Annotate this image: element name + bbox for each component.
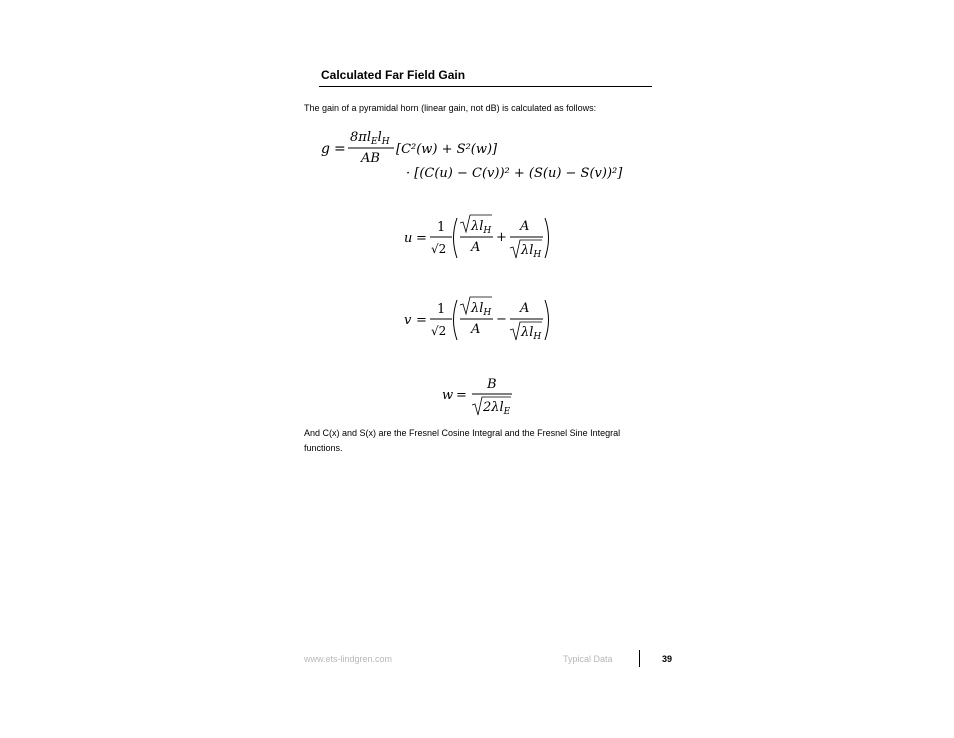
v-left-paren (454, 300, 458, 340)
v-root-sub-2: H (533, 332, 542, 342)
g-numerator-l: l (377, 130, 382, 145)
u-left-paren (454, 218, 458, 258)
w-equation (438, 372, 528, 422)
page-title: Calculated Far Field Gain (321, 68, 466, 82)
u-right-paren (545, 218, 549, 258)
footer-divider (639, 650, 640, 667)
svg-text:8πlElH (350, 130, 390, 147)
v-root-inner: λl (471, 301, 484, 316)
v-root-sub: H (483, 308, 492, 318)
w-lhs: w (442, 388, 454, 403)
u-root-inner: λl (471, 219, 484, 234)
u-lhs: u (404, 231, 413, 246)
svg-text:λlH (470, 219, 491, 236)
v-equation (400, 294, 560, 346)
g-denominator: AB (361, 151, 380, 166)
v-root-inner-2: λl (521, 325, 534, 340)
v-frac-den: √2 (431, 324, 447, 338)
w-den-inner: 2λl (483, 400, 504, 415)
v-operator: − (496, 312, 507, 327)
u-a-num: A (520, 219, 530, 234)
svg-text:2λlE (482, 400, 511, 417)
u-operator: + (496, 230, 507, 245)
v-a-num: A (520, 301, 530, 316)
page-number: 39 (662, 654, 673, 664)
u-frac-den: √2 (431, 242, 447, 256)
footer-section: Typical Data (563, 654, 613, 664)
closing-paragraph: And C(x) and S(x) are the Fresnel Cosine Integral and the Fresnel Sine Integral functions. (304, 428, 621, 453)
intro-paragraph: The gain of a pyramidal horn (linear gain, not dB) is calculated as follows: (304, 103, 597, 113)
u-equation (400, 212, 560, 264)
v-right-paren (545, 300, 549, 340)
g-line1-rest: [C²(w) + S²(w)] (396, 142, 498, 157)
u-root-sub: H (483, 226, 492, 236)
title-rule (319, 86, 652, 87)
v-a-den: A (471, 322, 481, 337)
g-line2: · [(C(u) − C(v))² + (S(u) − S(v))²] (406, 166, 623, 181)
u-a-den: A (471, 240, 481, 255)
v-equals: = (416, 313, 427, 328)
u-equals: = (416, 231, 427, 246)
gain-equation (318, 126, 648, 186)
g-equals: = (334, 141, 346, 157)
w-numerator: B (487, 377, 497, 392)
u-root-inner-2: λl (521, 243, 534, 258)
svg-text:λlH (470, 301, 491, 318)
footer-url: www.ets-lindgren.com (304, 654, 393, 664)
w-den-sub: E (503, 407, 511, 417)
g-sub-h: H (381, 137, 390, 147)
v-frac-num: 1 (437, 302, 446, 317)
g-sub-e: E (370, 137, 378, 147)
svg-text:λlH (520, 243, 541, 260)
v-lhs: v (404, 313, 412, 328)
svg-text:λlH (520, 325, 541, 342)
u-frac-num: 1 (437, 220, 446, 235)
g-numerator: 8πl (350, 130, 371, 145)
g-lhs: g (321, 141, 330, 157)
u-root-sub-2: H (533, 250, 542, 260)
w-equals: = (456, 388, 467, 403)
